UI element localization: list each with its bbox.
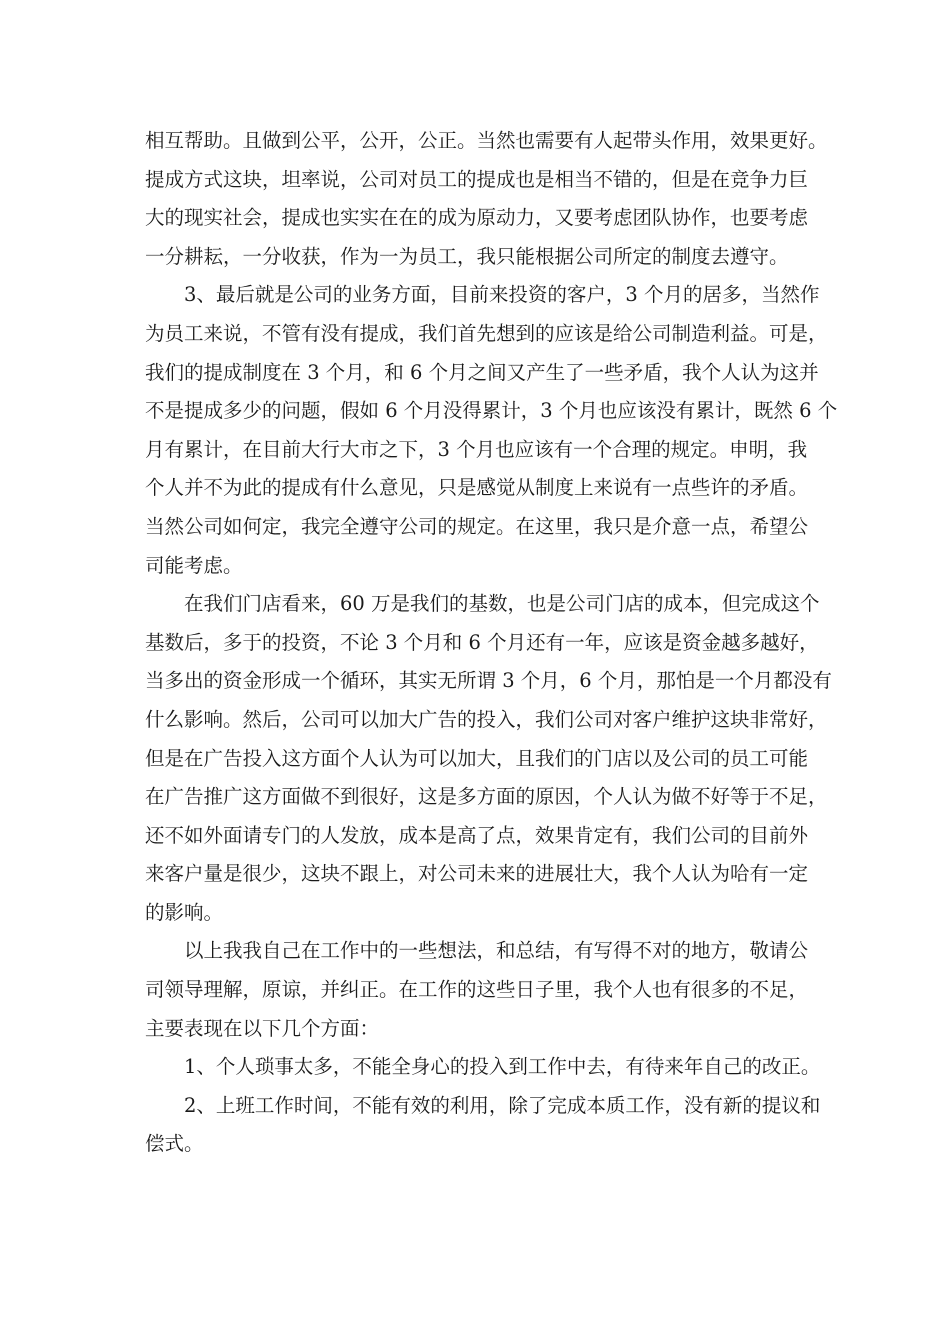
text-line: 当多出的资金形成一个循环，其实无所谓 3 个月，6 个月，那怕是一个月都没有 [145,669,832,693]
text-line: 还不如外面请专门的人发放，成本是高了点，效果肯定有，我们公司的目前外 [145,823,809,847]
text-line: 主要表现在以下几个方面： [145,1016,380,1040]
document-body [145,122,838,1164]
text-line: 月有累计，在目前大行大市之下，3 个月也应该有一个合理的规定。申明，我 [145,437,808,461]
paragraph-first-line: 1、个人琐事太多，不能全身心的投入到工作中去，有待来年自己的改正。 [184,1055,821,1079]
text-line: 在广告推广这方面做不到很好，这是多方面的原因，个人认为做不好等于不足， [145,785,828,809]
text-line: 不是提成多少的问题，假如 6 个月没得累计，3 个月也应该没有累计，既然 6 个 [145,399,838,423]
text-line: 司领导理解，原谅，并纠正。在工作的这些日子里，我个人也有很多的不足， [145,978,809,1002]
text-line: 基数后，多于的投资，不论 3 个月和 6 个月还有一年，应该是资金越多越好， [145,630,819,654]
paragraph-first-line: 2、上班工作时间，不能有效的利用，除了完成本质工作，没有新的提议和 [184,1093,821,1117]
text-line: 大的现实社会，提成也实实在在的成为原动力，又要考虑团队协作，也要考虑 [145,206,809,230]
text-line: 但是在广告投入这方面个人认为可以加大，且我们的门店以及公司的员工可能 [145,746,809,770]
text-line: 相互帮助。且做到公平，公开，公正。当然也需要有人起带头作用，效果更好。 [145,129,828,152]
text-line: 当然公司如何定，我完全遵守公司的规定。在这里，我只是介意一点，希望公 [145,514,809,538]
text-line: 来客户量是很少，这块不跟上，对公司未来的进展壮大，我个人认为哈有一定 [145,862,809,886]
text-line: 我们的提成制度在 3 个月，和 6 个月之间又产生了一些矛盾，我个人认为这并 [145,360,819,384]
paragraph-first-line: 3、最后就是公司的业务方面，目前来投资的客户，3 个月的居多，当然作 [184,283,820,307]
text-line: 一分耕耘，一分收获，作为一为员工，我只能根据公司所定的制度去遵守。 [145,244,789,268]
text-line: 为员工来说，不管有没有提成，我们首先想到的应该是给公司制造利益。可是， [145,321,828,345]
text-line: 提成方式这块，坦率说，公司对员工的提成也是相当不错的，但是在竞争力巨 [145,167,809,191]
text-line: 司能考虑。 [145,553,243,577]
paragraph-first-line: 以上我我自己在工作中的一些想法，和总结，有写得不对的地方，敬请公 [184,939,809,963]
text-line: 偿式。 [145,1132,204,1156]
paragraph-first-line: 在我们门店看来，60 万是我们的基数，也是公司门店的成本，但完成这个 [184,592,820,616]
text-line: 的影响。 [145,900,224,924]
text-line: 个人并不为此的提成有什么意见，只是感觉从制度上来说有一点些许的矛盾。 [145,476,809,500]
text-line: 什么影响。然后，公司可以加大广告的投入，我们公司对客户维护这块非常好， [145,707,828,731]
